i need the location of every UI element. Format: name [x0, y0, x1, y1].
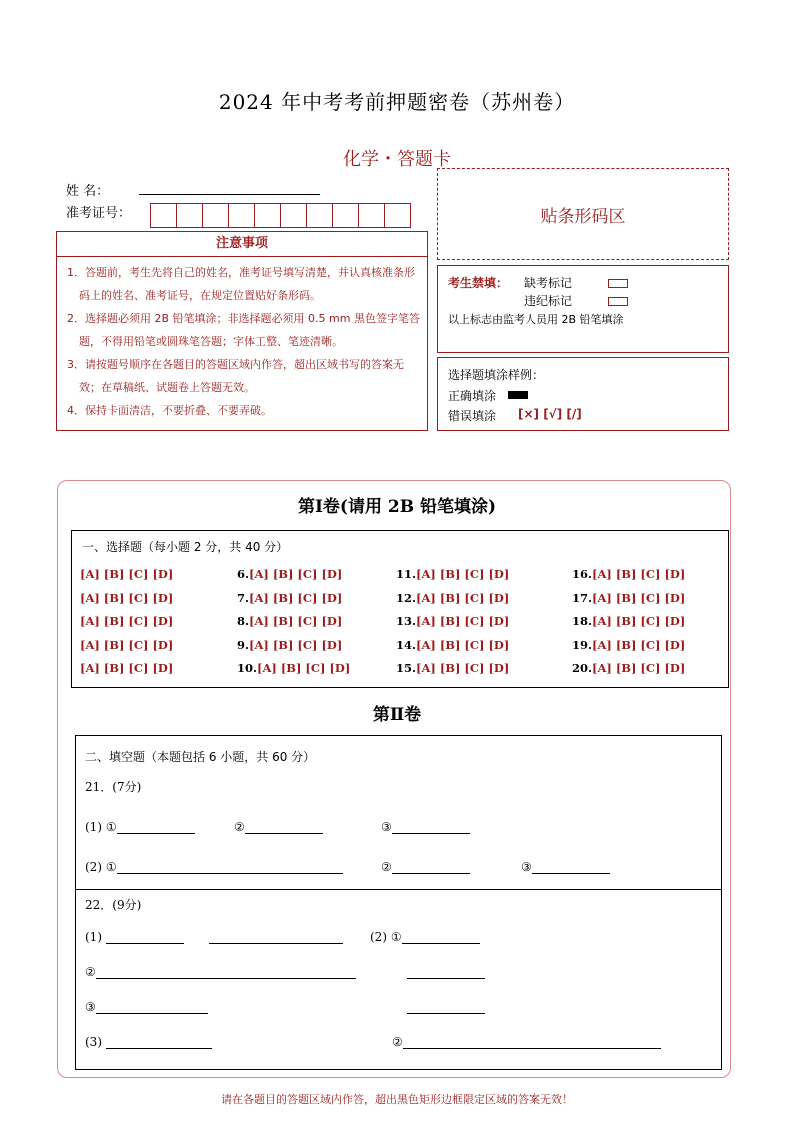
wrong-fill-label: 错误填涂 [448, 409, 497, 423]
id-digit-box[interactable] [306, 203, 333, 228]
question-divider [76, 889, 721, 890]
q22-part-1: (1) [85, 930, 184, 944]
choice-column-1 [80, 567, 173, 685]
choice-row[interactable]: 14.[A] [B] [C] [D] [396, 637, 510, 652]
choice-row[interactable]: 11.[A] [B] [C] [D] [396, 567, 510, 581]
q21-part-1-blank-2: ② [234, 820, 323, 834]
answer-card-subtitle: 化学・答题卡 [343, 149, 451, 170]
choice-row[interactable]: 16.[A] [B] [C] [D] [572, 567, 686, 581]
name-field[interactable] [139, 180, 320, 195]
answer-blank[interactable] [96, 1001, 208, 1014]
notice-box [56, 231, 428, 431]
id-digit-box[interactable] [202, 203, 229, 228]
forbid-label: 考生禁填： [448, 276, 509, 290]
choice-row[interactable]: 10.[A] [B] [C] [D] [237, 661, 351, 676]
q22-part-2: (2) ① [370, 930, 480, 944]
id-digit-box[interactable] [150, 203, 177, 228]
barcode-label: 贴条形码区 [540, 206, 626, 227]
answer-blank[interactable] [407, 966, 485, 979]
exam-title: 2024 年中考考前押题密卷（苏州卷） [218, 90, 576, 114]
notice-item: 2．选择题必须用 2B 铅笔填涂；非选择题必须用 0.5 mm 黑色签字笔答题，不得用铅笔或圆珠笔答题；字体工整、笔迹清晰。 [67, 312, 420, 348]
q22-part-2-blank-extra-2 [407, 1000, 485, 1014]
violation-label: 违纪标记 [524, 294, 573, 308]
answer-blank[interactable] [96, 966, 356, 979]
choice-row[interactable]: 18.[A] [B] [C] [D] [572, 614, 686, 629]
section-2-title: 第Ⅱ卷 [372, 705, 422, 725]
forbid-note: 以上标志由监考人员用 2B 铅笔填涂 [448, 313, 624, 326]
answer-blank[interactable] [407, 1001, 485, 1014]
fill-header: 二、填空题（本题包括 6 小题，共 60 分） [85, 750, 316, 764]
choice-row[interactable]: 12.[A] [B] [C] [D] [396, 590, 510, 605]
section-1-title: 第Ⅰ卷(请用 2B 铅笔填涂) [297, 497, 497, 517]
id-digit-box[interactable] [228, 203, 255, 228]
notice-item: 1．答题前，考生先将自己的姓名，准考证号填写清楚，并认真核准条形码上的姓名、准考证号，在规定位置贴好条形码。 [67, 266, 415, 302]
id-label: 准考证号： [66, 206, 132, 221]
answer-blank[interactable] [245, 821, 323, 834]
id-digit-box[interactable] [358, 203, 385, 228]
choice-column-3 [396, 567, 509, 685]
q22-part-1-blank-2 [209, 930, 343, 944]
notice-item: 4．保持卡面清洁，不要折叠、不要弄破。 [67, 404, 272, 417]
absent-mark-box[interactable] [608, 279, 628, 288]
fill-sample-box [437, 357, 729, 431]
correct-fill-label: 正确填涂 [448, 389, 497, 403]
q21-part-2-blank-2: ② [381, 860, 470, 874]
choice-row[interactable]: [A] [B] [C] [D] [80, 614, 174, 629]
id-digit-box[interactable] [332, 203, 359, 228]
answer-blank[interactable] [117, 861, 343, 874]
id-digit-box[interactable] [254, 203, 281, 228]
answer-blank[interactable] [209, 931, 343, 944]
wrong-fill-examples: [×] [√] [/] [518, 407, 582, 421]
absent-label: 缺考标记 [524, 276, 573, 290]
id-digit-box[interactable] [280, 203, 307, 228]
choice-row[interactable]: [A] [B] [C] [D] [80, 661, 174, 676]
violation-mark-box[interactable] [608, 297, 628, 306]
choice-row[interactable]: 20.[A] [B] [C] [D] [572, 661, 686, 676]
q21-part-2-blank-3: ③ [521, 860, 610, 874]
question-22-label: 22．(9分) [85, 898, 142, 912]
q21-part-2: (2) ① [85, 860, 343, 874]
choice-row[interactable]: 7.[A] [B] [C] [D] [237, 590, 343, 605]
correct-fill-example [508, 391, 528, 399]
notice-item: 3．请按题号顺序在各题目的答题区域内作答，超出区域书写的答案无效；在草稿纸、试题卷上答题无效。 [67, 358, 404, 394]
id-digit-box[interactable] [384, 203, 411, 228]
choice-row[interactable]: 17.[A] [B] [C] [D] [572, 590, 686, 605]
choice-row[interactable]: [A] [B] [C] [D] [80, 567, 174, 581]
question-21-label: 21．(7分) [85, 780, 142, 794]
fill-in-section [75, 735, 722, 1070]
answer-blank[interactable] [532, 861, 610, 874]
id-number-boxes[interactable] [150, 203, 410, 228]
choice-row[interactable]: 15.[A] [B] [C] [D] [396, 661, 510, 676]
choice-row[interactable]: [A] [B] [C] [D] [80, 637, 174, 652]
q21-part-1: (1) ① [85, 820, 195, 834]
answer-blank[interactable] [106, 1036, 212, 1049]
choice-section [71, 530, 729, 688]
answer-blank[interactable] [403, 1036, 661, 1049]
q22-part-3: (3) [85, 1035, 212, 1049]
q21-part-1-blank-3: ③ [381, 820, 470, 834]
answer-blank[interactable] [392, 861, 470, 874]
barcode-area [437, 168, 729, 260]
id-digit-box[interactable] [176, 203, 203, 228]
q22-part-3-blank-2: ② [392, 1035, 661, 1049]
footer-warning: 请在各题目的答题区域内作答，超出黑色矩形边框限定区域的答案无效！ [221, 1093, 573, 1106]
answer-blank[interactable] [117, 821, 195, 834]
q22-part-2-blank-3: ③ [85, 1000, 208, 1014]
choice-row[interactable]: 6.[A] [B] [C] [D] [237, 567, 343, 581]
q22-part-2-blank-2: ② [85, 965, 356, 979]
choice-row[interactable]: 19.[A] [B] [C] [D] [572, 637, 686, 652]
examinee-forbidden-box [437, 265, 729, 353]
answer-blank[interactable] [106, 931, 184, 944]
choice-header: 一、选择题（每小题 2 分，共 40 分） [82, 540, 289, 554]
answer-blank[interactable] [402, 931, 480, 944]
choice-row[interactable]: 9.[A] [B] [C] [D] [237, 637, 343, 652]
name-label: 姓 名： [66, 184, 110, 199]
choice-column-2 [237, 567, 350, 685]
choice-row[interactable]: 13.[A] [B] [C] [D] [396, 614, 510, 629]
choice-row[interactable]: [A] [B] [C] [D] [80, 590, 174, 605]
choice-row[interactable]: 8.[A] [B] [C] [D] [237, 614, 343, 629]
choice-column-4 [572, 567, 685, 685]
sample-heading: 选择题填涂样例： [448, 368, 545, 382]
q22-part-2-blank-extra [407, 965, 485, 979]
answer-blank[interactable] [392, 821, 470, 834]
notice-heading: 注意事项 [57, 232, 427, 257]
